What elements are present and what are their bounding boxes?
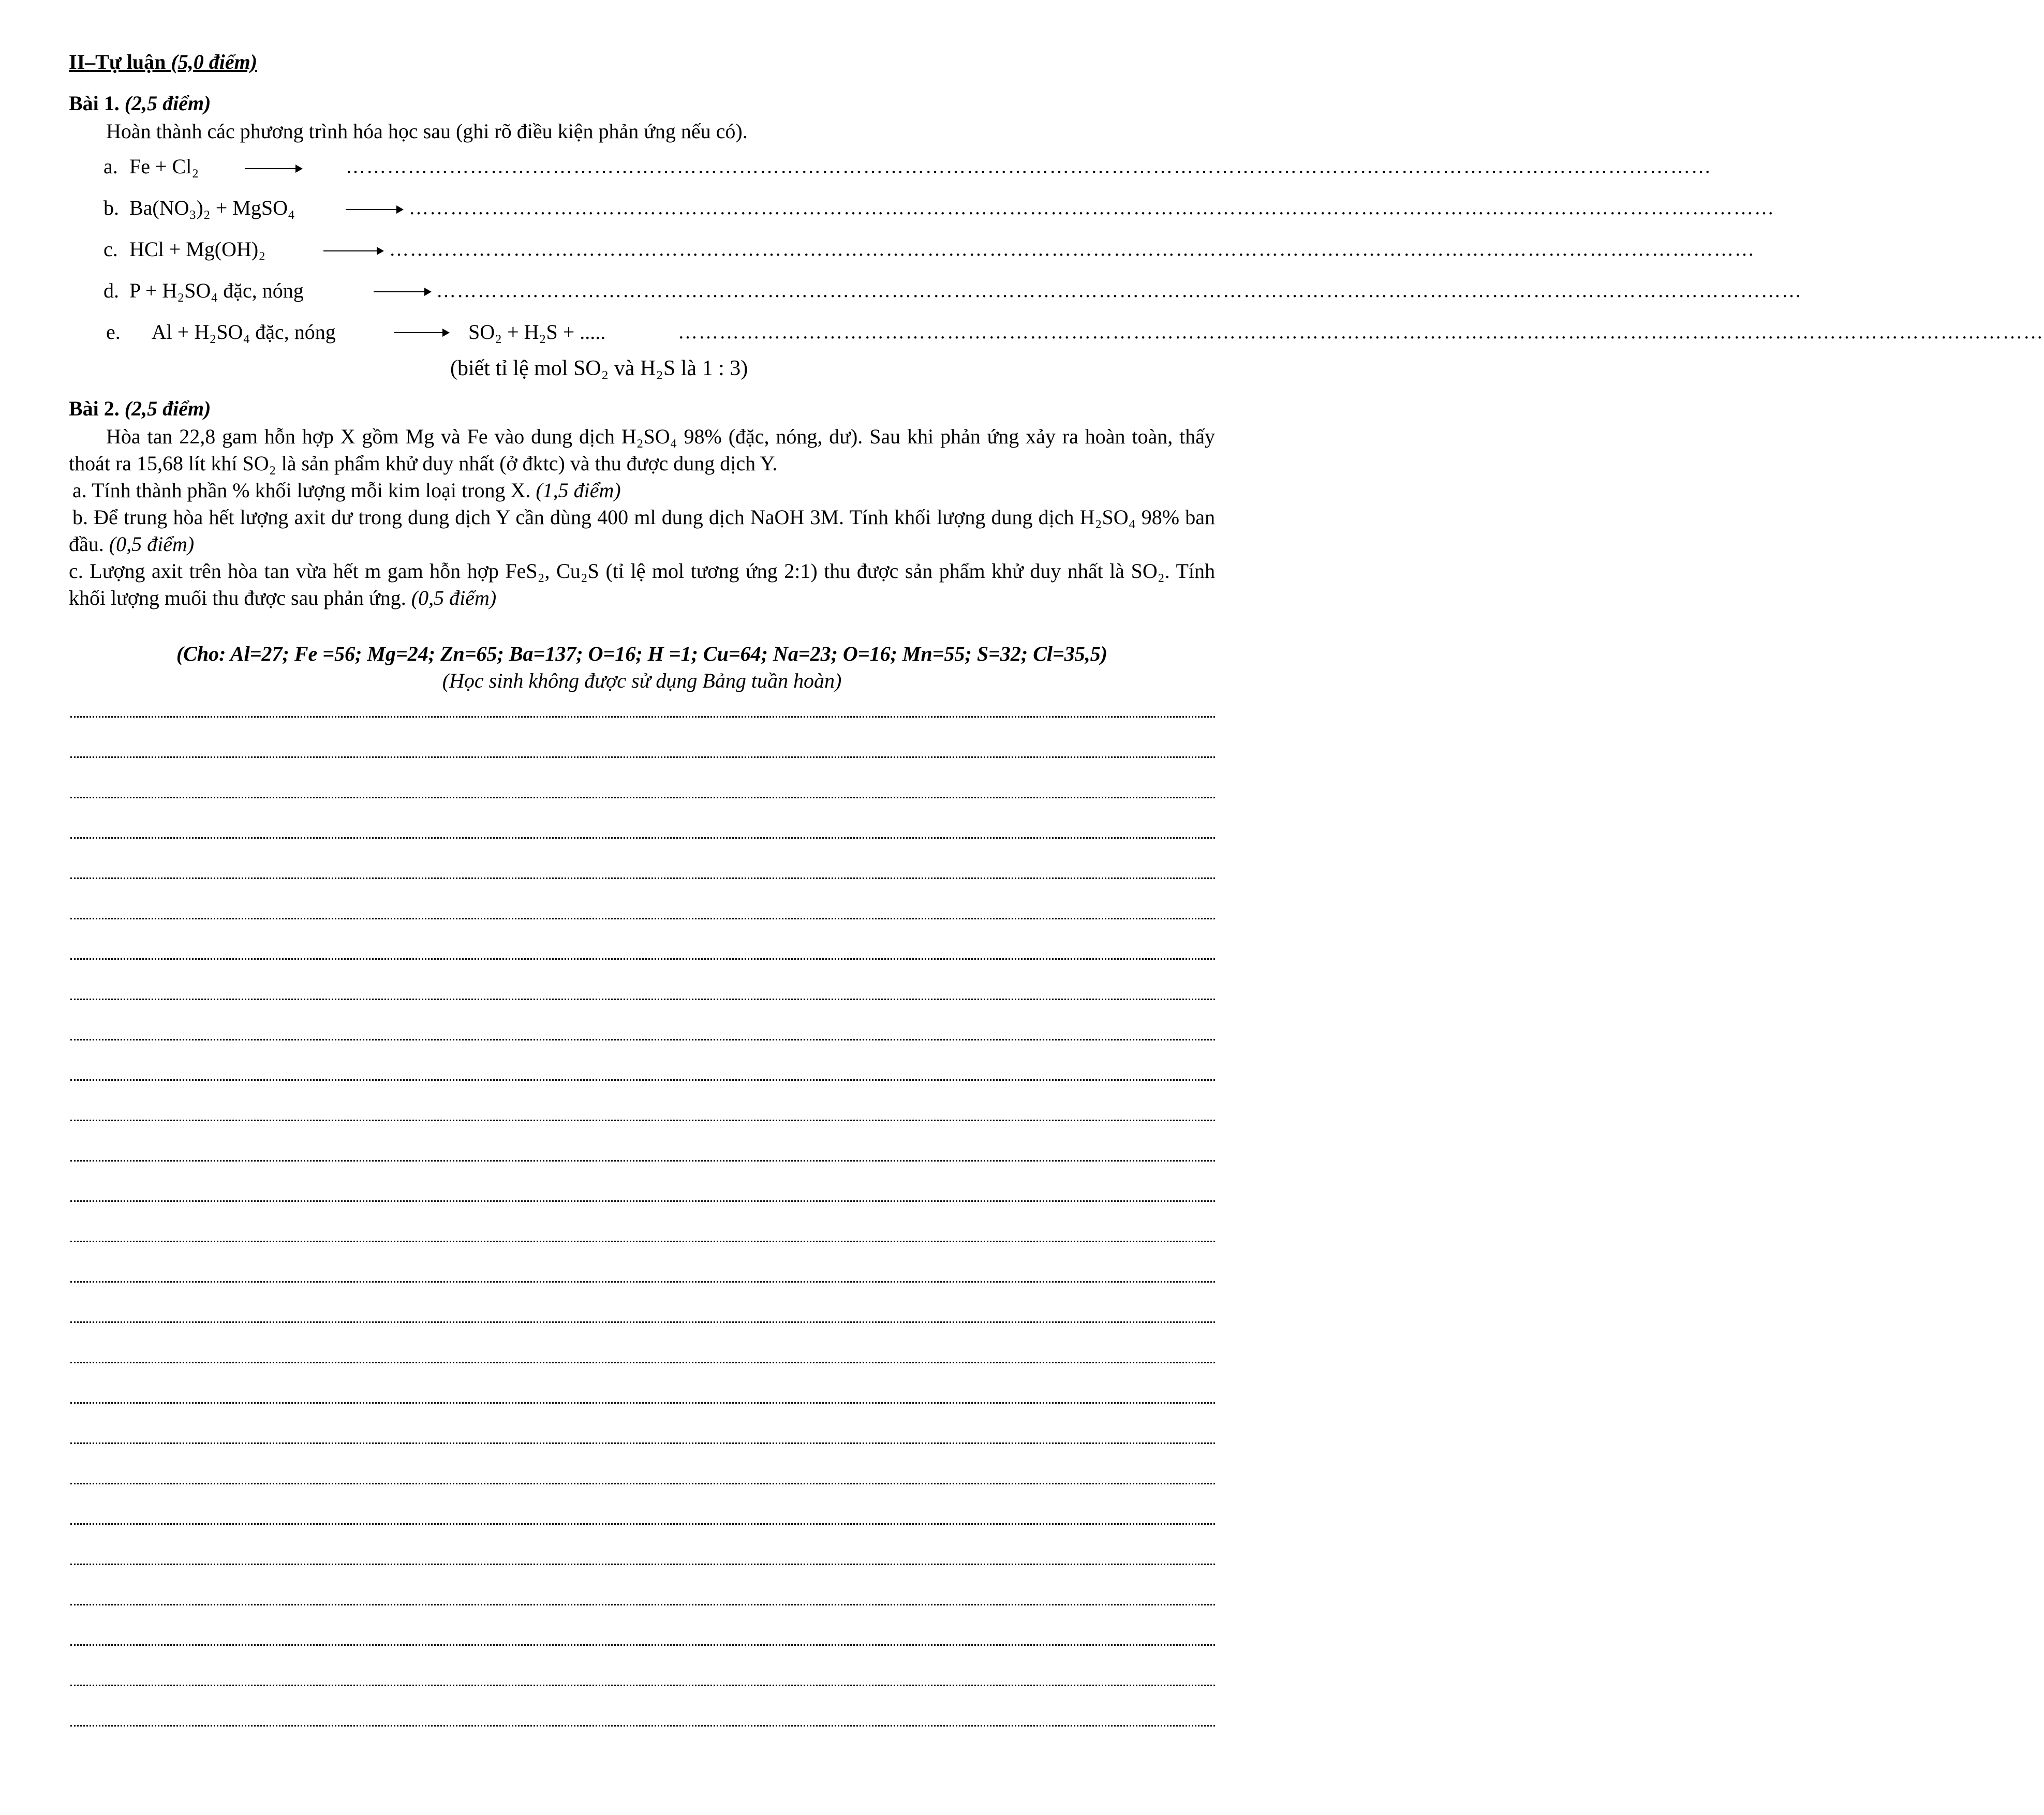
writing-line[interactable] [70, 999, 1215, 1000]
writing-line[interactable] [70, 1442, 1215, 1444]
equation-e-reactants: Al + H₂SO₄ đặc, nóng [151, 320, 336, 344]
writing-line[interactable] [70, 1523, 1215, 1525]
bai2-part-a-text: a. Tính thành phần % khối lượng mỗi kim loại trong X. [72, 479, 531, 502]
atomic-masses-given: (Cho: Al=27; Fe =56; Mg=24; Zn=65; Ba=137; O=16; H =1; Cu=64; Na=23; O=16; Mn=55; S=32; Cl=35,5) [176, 642, 1108, 665]
equation-b-reactants: Ba(NO₃)₂ + MgSO₄ [129, 196, 295, 219]
writing-line[interactable] [70, 1685, 1215, 1686]
bai2-title: Bài 2. [69, 397, 120, 420]
writing-line[interactable] [70, 756, 1215, 758]
equation-c-label: c. [103, 237, 118, 261]
bai1-heading [69, 91, 211, 115]
bai2-part-b-text: b. Để trung hòa hết lượng axit dư trong dung dịch Y cần dùng 400 ml dung dịch NaOH 3M. Tính khối lượng dung dịch H₂SO₄ 98% ban đầu. [69, 505, 1215, 556]
periodic-table-note: (Học sinh không được sử dụng Bảng tuần hoàn) [442, 669, 842, 692]
bai2-part-c [69, 558, 1215, 612]
arrow-b-icon [346, 209, 403, 210]
writing-line[interactable] [70, 1564, 1215, 1565]
writing-line[interactable] [70, 958, 1215, 960]
bai2-part-c-text: c. Lượng axit trên hòa tan vừa hết m gam hỗn hợp FeS₂, Cu₂S (tỉ lệ mol tương ứng 2:1) thu được sản phẩm khử duy nhất là SO₂. Tính khối lượng muối thu được sau phản ứng. [69, 559, 1215, 609]
writing-line[interactable] [70, 1200, 1215, 1202]
writing-line[interactable] [70, 1725, 1215, 1727]
equation-a-label: a. [103, 155, 118, 178]
writing-line[interactable] [70, 797, 1215, 798]
bai2-part-c-points: (0,5 điểm) [411, 586, 497, 609]
section-points: (5,0 điểm) [171, 50, 258, 73]
writing-line[interactable] [70, 1321, 1215, 1323]
section-title: II–Tự luận [69, 50, 166, 73]
arrow-e-icon [394, 332, 449, 333]
equation-c [103, 236, 265, 263]
equation-d-label: d. [103, 279, 119, 302]
equation-b-label: b. [103, 196, 119, 219]
equation-d-reactants: P + H₂SO₄ đặc, nóng [129, 279, 304, 302]
writing-line[interactable] [70, 1241, 1215, 1242]
equation-c-reactants: HCl + Mg(OH)₂ [129, 237, 266, 261]
writing-line[interactable] [70, 837, 1215, 839]
writing-line[interactable] [70, 1120, 1215, 1121]
bai2-heading [69, 396, 211, 421]
answer-line-c[interactable]: ……………………………………………………………………………………………………………………………………………………………………………… [389, 239, 1755, 260]
answer-line-e[interactable]: ……………………………………………………………………………………………………………………………………………………………………………… [678, 321, 2044, 343]
writing-line[interactable] [70, 1604, 1215, 1605]
bai1-points: (2,5 điểm) [124, 92, 211, 115]
writing-line[interactable] [70, 1039, 1215, 1040]
writing-line[interactable] [70, 1281, 1215, 1283]
writing-line[interactable] [70, 918, 1215, 919]
bai2-points: (2,5 điểm) [124, 397, 211, 420]
answer-line-a[interactable]: ……………………………………………………………………………………………………………………………………………………………………………… [346, 156, 1712, 177]
answer-line-b[interactable]: ……………………………………………………………………………………………………………………………………………………………………………… [409, 197, 1775, 219]
bai1-title: Bài 1. [69, 92, 120, 115]
bai2-part-a-points: (1,5 điểm) [536, 479, 621, 502]
arrow-c-icon [323, 250, 383, 251]
writing-line[interactable] [70, 716, 1215, 718]
bai1-instruction: Hoàn thành các phương trình hóa học sau (ghi rõ điều kiện phản ứng nếu có). [106, 120, 748, 143]
equation-e-label: e. [106, 320, 121, 344]
section-heading [69, 50, 257, 74]
equation-a [103, 153, 199, 180]
answer-line-d[interactable]: ……………………………………………………………………………………………………………………………………………………………………………… [436, 280, 1802, 302]
writing-line[interactable] [70, 1644, 1215, 1646]
equation-b [103, 195, 295, 221]
writing-line[interactable] [70, 1483, 1215, 1484]
writing-line[interactable] [70, 1402, 1215, 1404]
equation-d [103, 277, 304, 304]
bai2-part-b [69, 504, 1215, 558]
arrow-a-icon [245, 168, 302, 169]
equation-e-products: SO₂ + H₂S + ..... [468, 320, 606, 344]
writing-line[interactable] [70, 1160, 1215, 1162]
arrow-d-icon [374, 291, 431, 292]
bai2-intro: Hòa tan 22,8 gam hỗn hợp X gồm Mg và Fe vào dung dịch H₂SO₄ 98% (đặc, nóng, dư). Sau khi phản ứng xảy ra hoàn toàn, thấy thoát ra 15,68 lít khí SO₂ là sản phẩm khử duy nhất (ở đktc) và thu được dung dịch Y. [69, 425, 1215, 475]
bai2-part-a [72, 477, 1215, 504]
equation-e [106, 319, 336, 346]
writing-line[interactable] [70, 1079, 1215, 1081]
equation-a-reactants: Fe + Cl₂ [129, 155, 199, 178]
writing-line[interactable] [70, 1362, 1215, 1363]
bai2-part-b-points: (0,5 điểm) [109, 532, 195, 556]
writing-line[interactable] [70, 877, 1215, 879]
bai1-mole-ratio-note: (biết tỉ lệ mol SO₂ và H₂S là 1 : 3) [450, 356, 748, 380]
